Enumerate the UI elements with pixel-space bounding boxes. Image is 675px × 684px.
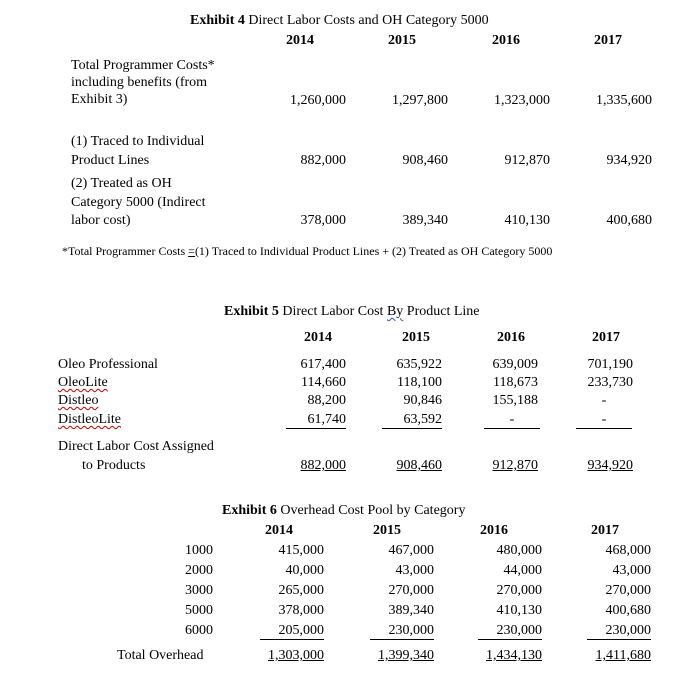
exhibit4-cell: 1,260,000 [290, 93, 346, 108]
exhibit6-cell: 468,000 [605, 543, 651, 558]
exhibit6-total: 1,434,130 [486, 648, 542, 663]
exhibit5-title-text: Direct Labor Cost [278, 304, 387, 319]
exhibit4-year-2017: 2017 [594, 33, 622, 48]
exhibit5-cell: - [576, 411, 632, 429]
exhibit6-cell: 43,000 [395, 563, 434, 578]
exhibit5-cell: 88,200 [307, 393, 346, 408]
exhibit6-title [222, 502, 465, 519]
footnote-equals: = [188, 244, 195, 258]
exhibit5-cell: 90,846 [403, 393, 442, 408]
exhibit5-title-bold: Exhibit 5 [224, 304, 279, 319]
exhibit5-year-2017: 2017 [592, 330, 620, 345]
exhibit4-title [190, 12, 489, 29]
exhibit6-cell: 467,000 [388, 543, 434, 558]
exhibit4-row-label: Total Programmer Costs* [71, 58, 215, 73]
exhibit6-cell: 415,000 [278, 543, 324, 558]
exhibit6-cell: 378,000 [278, 603, 324, 618]
exhibit4-row-label: (2) Treated as OH [71, 176, 172, 191]
exhibit5-title [224, 303, 480, 320]
exhibit5-year-2015: 2015 [402, 330, 430, 345]
exhibit6-cell: 410,130 [496, 603, 542, 618]
exhibit5-cell: 114,660 [301, 375, 346, 390]
exhibit6-cell: 230,000 [587, 622, 651, 640]
exhibit4-cell: 389,340 [402, 213, 448, 228]
exhibit4-title-bold: Exhibit 4 [190, 13, 245, 28]
exhibit6-cell: 265,000 [278, 583, 324, 598]
exhibit4-cell: 912,870 [504, 153, 550, 168]
exhibit6-total: 1,303,000 [268, 648, 324, 663]
exhibit5-total: 934,920 [587, 458, 633, 473]
exhibit4-cell: 934,920 [606, 153, 652, 168]
exhibit4-cell: 410,130 [504, 213, 550, 228]
exhibit5-total: 908,460 [396, 458, 442, 473]
exhibit5-title-by: By [386, 304, 404, 319]
exhibit5-product-name: Distleo [58, 393, 99, 408]
exhibit4-cell: 378,000 [300, 213, 346, 228]
exhibit6-year-2014: 2014 [265, 523, 293, 538]
exhibit4-row-label: (1) Traced to Individual [71, 134, 205, 149]
exhibit6-cell: 44,000 [503, 563, 542, 578]
exhibit4-cell: 882,000 [300, 153, 346, 168]
exhibit6-cell: 270,000 [605, 583, 651, 598]
exhibit6-cell: 43,000 [612, 563, 651, 578]
exhibit6-cell: 40,000 [285, 563, 324, 578]
exhibit4-row-label: Product Lines [71, 153, 150, 168]
exhibit6-cell: 400,680 [605, 603, 651, 618]
exhibit6-category-code: 5000 [185, 603, 213, 618]
exhibit5-year-2016: 2016 [497, 330, 525, 345]
exhibit5-total: 912,870 [492, 458, 538, 473]
exhibit4-cell: 400,680 [606, 213, 652, 228]
exhibit6-cell: 205,000 [260, 622, 324, 640]
exhibit6-title-text: Overhead Cost Pool by Category [276, 503, 466, 518]
exhibit5-cell: 118,100 [397, 375, 442, 390]
exhibit5-year-2014: 2014 [304, 330, 332, 345]
exhibit5-cell: 61,740 [286, 411, 346, 429]
exhibit6-cell: 230,000 [478, 622, 542, 640]
exhibit6-total-label: Total Overhead [117, 648, 204, 663]
footnote-text: (1) Traced to Individual Product Lines + (2) Treated as OH Category 5000 [194, 244, 553, 258]
exhibit4-row-label: Category 5000 (Indirect [71, 195, 206, 210]
exhibit6-cell: 480,000 [496, 543, 542, 558]
exhibit5-total: 882,000 [300, 458, 346, 473]
exhibit6-cell: 270,000 [388, 583, 434, 598]
exhibit6-year-2017: 2017 [591, 523, 619, 538]
exhibit4-row-label: Exhibit 3) [71, 92, 128, 107]
exhibit6-year-2015: 2015 [373, 523, 401, 538]
exhibit6-cell: 230,000 [370, 622, 434, 640]
exhibit4-year-2016: 2016 [492, 33, 520, 48]
exhibit5-cell: 233,730 [587, 375, 633, 390]
exhibit4-row-label: labor cost) [71, 213, 131, 228]
exhibit4-year-2015: 2015 [388, 33, 416, 48]
exhibit6-cell: 389,340 [388, 603, 434, 618]
exhibit5-title-text: Product Line [403, 304, 480, 319]
exhibit6-category-code: 3000 [185, 583, 213, 598]
exhibit5-cell: - [484, 411, 540, 429]
exhibit4-cell: 1,323,000 [494, 93, 550, 108]
exhibit6-category-code: 2000 [185, 563, 213, 578]
exhibit5-product-name: OleoLite [58, 375, 108, 390]
exhibit5-cell: 639,009 [492, 357, 538, 372]
exhibit6-total: 1,399,340 [378, 648, 434, 663]
exhibit6-cell: 270,000 [496, 583, 542, 598]
exhibit6-total: 1,411,680 [595, 648, 651, 663]
exhibit5-cell: 635,922 [396, 357, 442, 372]
exhibit5-cell: 155,188 [492, 393, 538, 408]
exhibit5-cell: - [601, 393, 607, 408]
exhibit4-year-2014: 2014 [286, 33, 314, 48]
footnote-text: *Total Programmer Costs [62, 244, 189, 258]
exhibit5-cell: 701,190 [587, 357, 633, 372]
exhibit5-product-name: DistleoLite [58, 412, 121, 427]
exhibit5-product-name: Oleo Professional [58, 357, 158, 372]
exhibit4-footnote [62, 243, 552, 260]
exhibit6-year-2016: 2016 [480, 523, 508, 538]
exhibit5-total-label: Direct Labor Cost Assigned [58, 439, 214, 454]
exhibit5-cell: 617,400 [300, 357, 346, 372]
exhibit4-title-text: Direct Labor Costs and OH Category 5000 [244, 13, 489, 28]
exhibit4-row-label: including benefits (from [71, 75, 208, 90]
exhibit4-cell: 1,297,800 [392, 93, 448, 108]
exhibit5-cell: 118,673 [493, 375, 538, 390]
exhibit5-cell: 63,592 [382, 411, 442, 429]
exhibit4-cell: 1,335,600 [596, 93, 652, 108]
exhibit4-cell: 908,460 [402, 153, 448, 168]
exhibit5-total-label: to Products [82, 458, 146, 473]
exhibit6-category-code: 1000 [185, 543, 213, 558]
exhibit6-title-bold: Exhibit 6 [222, 503, 277, 518]
exhibit6-category-code: 6000 [185, 623, 213, 638]
